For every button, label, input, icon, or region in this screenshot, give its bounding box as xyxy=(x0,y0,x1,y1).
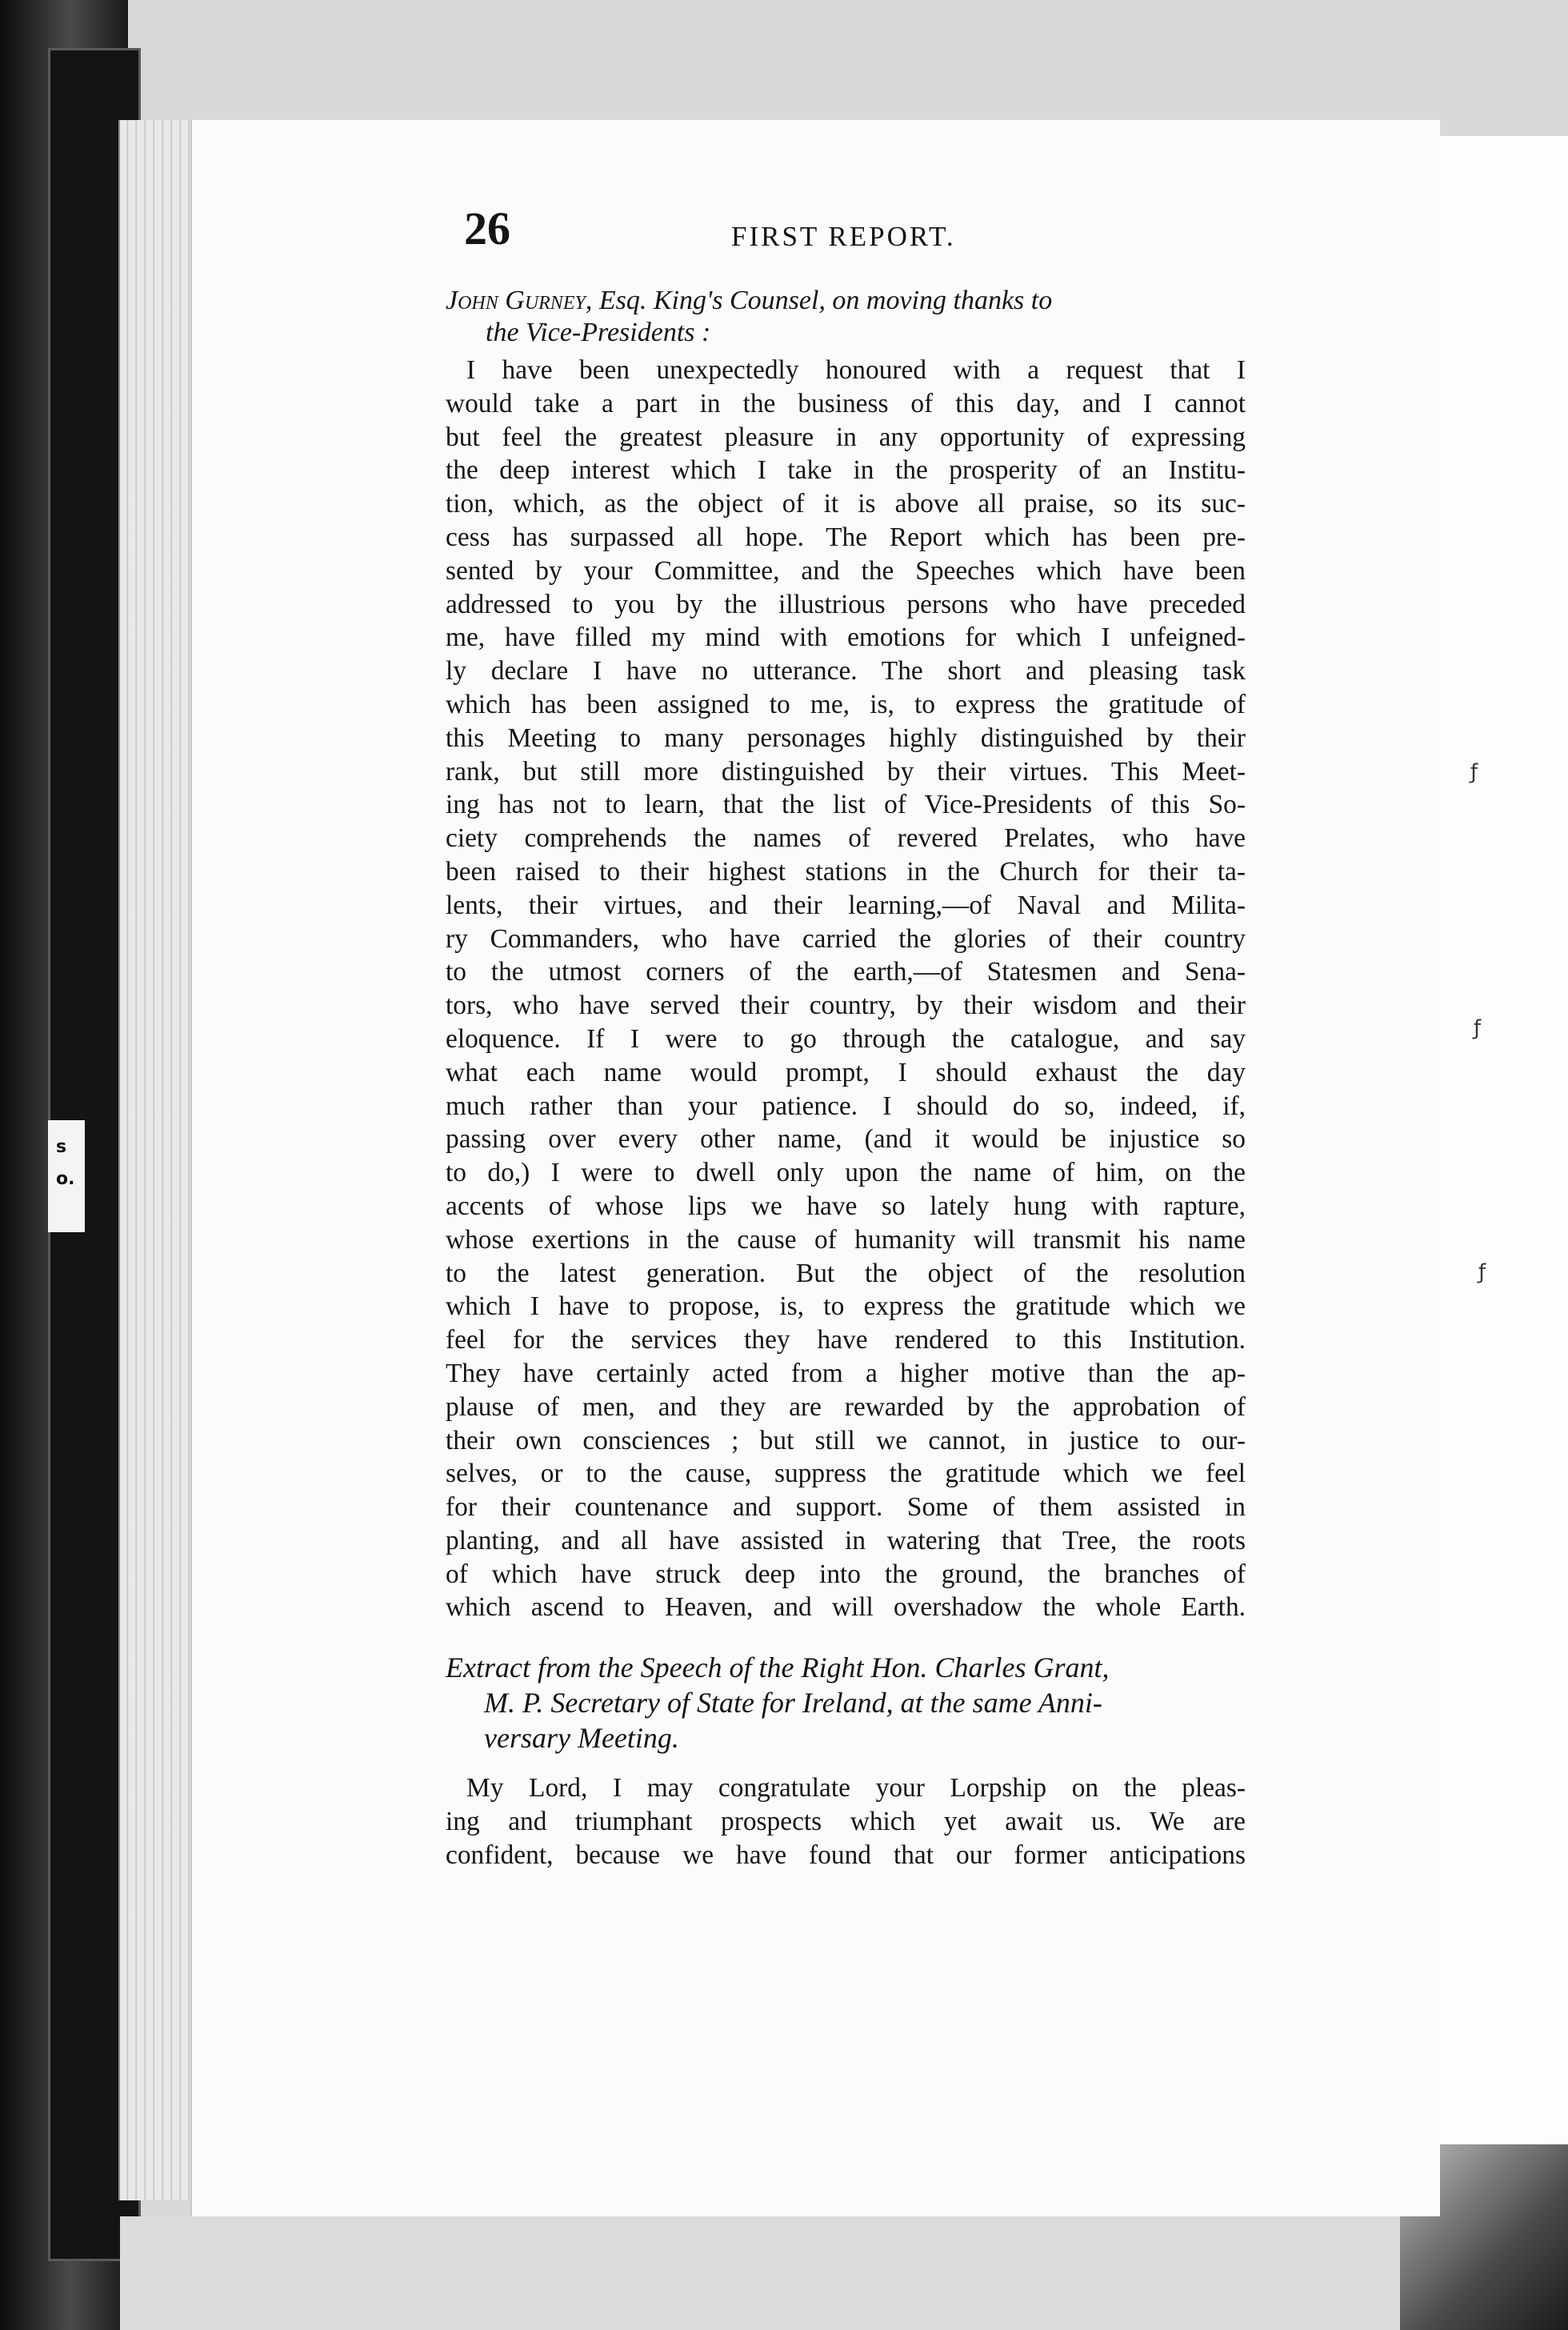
text-line: ing and triumphant prospects which yet await us. We are xyxy=(446,1807,1246,1837)
extract-heading-line: Extract from the Speech of the Right Hon. Charles Grant, xyxy=(446,1651,1110,1684)
text-line: They have certainly acted from a higher motive than the ap- xyxy=(446,1358,1246,1388)
text-line: tors, who have served their country, by their wisdom and their xyxy=(446,991,1246,1021)
text-line: would take a part in the business of this day, and I cannot xyxy=(446,388,1246,418)
margin-mark: ƒ xyxy=(1470,760,1478,784)
text-line: me, have filled my mind with emotions for which I unfeigned- xyxy=(446,623,1246,653)
text-line: rank, but still more distinguished by their virtues. This Meet- xyxy=(446,756,1246,787)
text-line: to do,) I were to dwell only upon the name of him, on the xyxy=(446,1158,1246,1188)
speech-intro xyxy=(446,285,1246,349)
text-line: much rather than your patience. I should do so, indeed, if, xyxy=(446,1091,1246,1121)
extract-heading-line: M. P. Secretary of State for Ireland, at the same Anni- xyxy=(484,1687,1102,1719)
text-line: cess has surpassed all hope. The Report which has been pre- xyxy=(446,522,1246,552)
text-line: confident, because we have found that our former anticipations xyxy=(446,1840,1246,1870)
text-line: feel for the services they have rendered to this Institution. xyxy=(446,1325,1246,1355)
facing-page xyxy=(1428,136,1568,2184)
text-line: passing over every other name, (and it would be injustice so xyxy=(446,1124,1246,1155)
text-line: ry Commanders, who have carried the glories of their country xyxy=(446,923,1246,954)
text-line: been raised to their highest stations in the Church for their ta- xyxy=(446,856,1246,887)
speech-paragraph xyxy=(446,1772,1246,1872)
text-line: to the utmost corners of the earth,—of Statesmen and Sena- xyxy=(446,957,1246,987)
text-line: ciety comprehends the names of revered Prelates, who have xyxy=(446,823,1246,854)
text-line: plause of men, and they are rewarded by the approbation of xyxy=(446,1391,1246,1422)
extract-heading xyxy=(446,1650,1246,1756)
page-text xyxy=(446,202,1246,1872)
text-line: their own consciences ; but still we cannot, in justice to our- xyxy=(446,1425,1246,1455)
extract-heading-line: versary Meeting. xyxy=(484,1722,679,1755)
speaker-title: , Esq. King's Counsel, on moving thanks to xyxy=(585,286,1053,315)
speaker-name: John Gurney xyxy=(446,286,586,315)
text-line: addressed to you by the illustrious persons who have preceded xyxy=(446,589,1246,619)
text-line: this Meeting to many personages highly distinguished by their xyxy=(446,723,1246,753)
text-line: whose exertions in the cause of humanity will transmit his name xyxy=(446,1224,1246,1255)
text-line: lents, their virtues, and their learning,—of Naval and Milita- xyxy=(446,890,1246,920)
text-line: which ascend to Heaven, and will overshadow the whole Earth. xyxy=(446,1592,1246,1623)
text-line: accents of whose lips we have so lately hung with rapture, xyxy=(446,1191,1246,1221)
text-line: eloquence. If I were to go through the catalogue, and say xyxy=(446,1023,1246,1054)
margin-mark: ƒ xyxy=(1478,1260,1486,1284)
text-line: ing has not to learn, that the list of Vice-Presidents of this So- xyxy=(446,790,1246,820)
text-line: what each name would prompt, I should exhaust the day xyxy=(446,1057,1246,1087)
text-line: the deep interest which I take in the prosperity of an Institu- xyxy=(446,455,1246,486)
text-line: tion, which, as the object of it is above all praise, so its suc- xyxy=(446,489,1246,519)
text-line: of which have struck deep into the ground, the branches of xyxy=(446,1559,1246,1589)
text-line: planting, and all have assisted in watering that Tree, the roots xyxy=(446,1525,1246,1555)
page-header xyxy=(446,202,1246,285)
text-line: I have been unexpectedly honoured with a request that I xyxy=(466,355,1246,385)
text-line: which has been assigned to me, is, to express the gratitude of xyxy=(446,689,1246,719)
speech-subject: the Vice-Presidents : xyxy=(486,318,711,347)
index-tab: s o. xyxy=(48,1120,85,1232)
speech-paragraph xyxy=(446,354,1246,1624)
page-edges xyxy=(118,120,192,2200)
text-line: for their countenance and support. Some of them assisted in xyxy=(446,1492,1246,1523)
running-head: FIRST REPORT. xyxy=(731,221,956,252)
page-bottom-edge xyxy=(120,2216,1440,2330)
text-line: which I have to propose, is, to express the gratitude which we xyxy=(446,1291,1246,1322)
margin-mark: ƒ xyxy=(1474,1016,1482,1040)
text-line: selves, or to the cause, suppress the gratitude which we feel xyxy=(446,1459,1246,1489)
text-line: to the latest generation. But the object of the resolution xyxy=(446,1258,1246,1288)
text-line: but feel the greatest pleasure in any opportunity of expressing xyxy=(446,422,1246,452)
text-line: sented by your Committee, and the Speeches which have been xyxy=(446,555,1246,586)
page-number: 26 xyxy=(464,202,510,254)
text-line: My Lord, I may congratulate your Lorpship on the pleas- xyxy=(466,1773,1246,1804)
text-line: ly declare I have no utterance. The short and pleasing task xyxy=(446,656,1246,687)
